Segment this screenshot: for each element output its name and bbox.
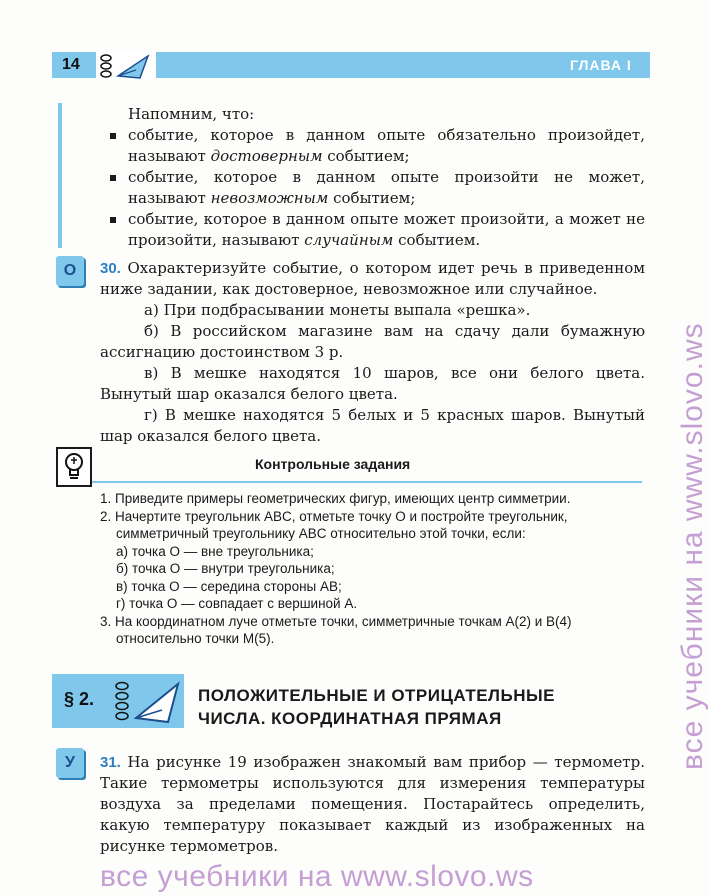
control-item-3: 3. На координатном луче отметьте точки, симметричные точкам A(2) и B(4) [100, 613, 572, 629]
task-level-icon: У [56, 748, 84, 778]
task-part-a: а) При подбрасывании монеты выпала «решка». [144, 301, 531, 319]
section-label: § 2. [64, 689, 95, 709]
chapter-label: ГЛАВА I [570, 57, 632, 73]
list-item: событие, которое в данном опыте может произойти, а может не произойти, называют случайным событием. [110, 209, 645, 251]
task-number: 30. [100, 260, 121, 277]
watermark-bottom: все учебники на www.slovo.ws [100, 860, 534, 893]
control-item-1: 1. Приведите примеры геометрических фигур, имеющих центр симметрии. [100, 491, 571, 506]
paper-plane-icon [132, 680, 182, 728]
recall-intro: Напомним, что: [128, 105, 255, 123]
definition-list [110, 125, 645, 251]
side-accent-bar [58, 103, 62, 248]
control-subitem: б) точка O — внутри треугольника; [116, 561, 335, 576]
control-subitem: а) точка O — вне треугольника; [116, 543, 314, 559]
section-divider [92, 481, 642, 483]
task-text: Охарактеризуйте событие, о котором идет речь в приведенном ниже задании, как достоверное, невозможное или случайное. [100, 259, 646, 298]
task-text: На рисунке 19 изображен знакомый вам прибор — термометр. Такие термометры используются для измерения температуры воздуха за пределами помещения. Постарайтесь определить, какую температуру показывает каждый из изображенных на рисунке термометров. [100, 753, 645, 855]
task-31 [100, 752, 645, 857]
list-item: событие, которое в данном опыте обязательно произойдет, называют достоверным событием; [110, 125, 645, 167]
page-number: 14 [62, 56, 80, 73]
section-title: ПОЛОЖИТЕЛЬНЫЕ И ОТРИЦАТЕЛЬНЫЕ ЧИСЛА. КООРДИНАТНАЯ ПРЯМАЯ [198, 686, 555, 728]
control-subitem: г) точка O — совпадает с вершиной A. [116, 596, 358, 611]
task-number: 31. [100, 754, 121, 771]
task-level-icon: О [56, 256, 84, 286]
lightbulb-icon [56, 447, 92, 487]
notebook-rings-icon [96, 52, 156, 84]
task-part-b: б) В российском магазине вам на сдачу дали бумажную ассигнацию достоинством 3 р. [100, 322, 645, 361]
control-item-3-cont: относительно точки M(5). [116, 631, 275, 646]
list-item: событие, которое в данном опыте произойти не может, называют невозможным событием; [110, 167, 645, 209]
watermark-side: все учебники на www.slovo.ws [676, 322, 709, 770]
control-item-2-cont: симметричный треугольнику ABC относительно этой точки, если: [116, 526, 526, 541]
task-part-d: г) В мешке находятся 5 белых и 5 красных шаров. Вынутый шар оказался белого цвета. [100, 406, 645, 445]
control-item-2: 2. Начертите треугольник ABC, отметьте точку O и постройте треугольник, [100, 508, 568, 524]
task-part-c: в) В мешке находятся 10 шаров, все они белого цвета. Вынутый шар оказался белого цвета. [100, 364, 645, 403]
control-subitem: в) точка O — середина стороны AB; [116, 578, 342, 594]
task-30 [100, 258, 645, 447]
control-tasks-list [100, 490, 645, 648]
control-tasks-title: Контрольные задания [255, 456, 411, 472]
notebook-rings-icon [112, 680, 132, 726]
